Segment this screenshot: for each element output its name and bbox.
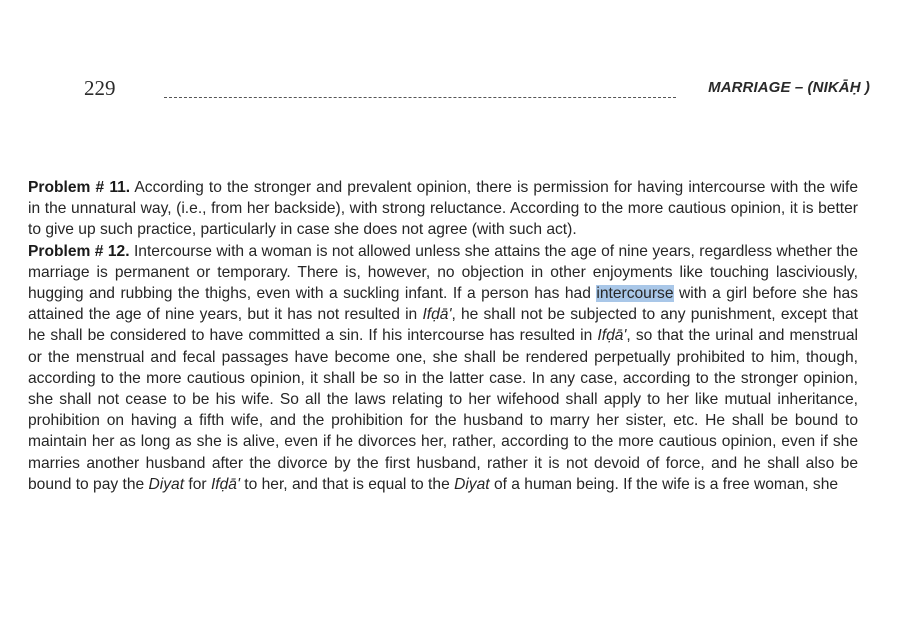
body-text — [28, 177, 858, 495]
italic-term: Ifḍā' — [422, 306, 452, 324]
italic-term: Ifḍā' — [597, 327, 627, 345]
problem-label: Problem # 11. — [28, 179, 131, 196]
selected-text-highlight[interactable]: intercourse — [596, 285, 674, 303]
problem-label: Problem # 12. — [28, 242, 130, 260]
italic-term: Diyat — [454, 475, 490, 493]
problem-text: for — [184, 475, 211, 493]
italic-term: Ifḍā' — [210, 475, 240, 493]
problem-text: Intercourse with a woman is not allowed unless she attains the age of nine years, regardless whether the marriage is permanent or temporary. There is, however, no objection in other enjoyments like touching lasciviously, hugging and rubbing the thighs, even with a suckling infant. If a person has had — [28, 242, 859, 303]
problem-text: , so that the urinal and menstrual or the menstrual and fecal passages have become one, she shall be rendered perpetually prohibited to him, though, according to the more cautious opinion, it shall be so in the latter case. In any case, according to the stronger opinion, she shall not cease to be his wife. So all the laws relating to her wifehood shall apply to her like mutual inheritance, prohibition on having a fifth wife, and the prohibition for the husband to marry her sister, etc. He shall be bound to maintain her as long as she is alive, even if he divorces her, rather, according to the more cautious opinion, even if she marries another husband after the divorce by the first husband, rather it is not devoid of force, and he shall also be bound to pay the — [28, 327, 858, 493]
italic-term: Diyat — [148, 475, 185, 493]
problem-text: , he shall not be subjected to any punishment, except that he shall be considered to have committed a sin. If his intercourse has resulted in — [28, 306, 858, 345]
problem-text: According to the stronger and prevalent opinion, there is permission for having intercourse with the wife in the unnatural way, (i.e., from her backside), with strong reluctance. According to the more cautious opinion, it is better to give up such practice, particularly in case she does not agree (with such act). — [28, 179, 858, 239]
chapter-title: MARRIAGE – (NIKĀḤ ) — [708, 79, 870, 96]
problem-text: of a human being. If the wife is a free woman, she — [489, 475, 839, 493]
problem-text: with a girl before she has attained the age of nine years, but it has not resulted in — [28, 285, 858, 324]
page-number: 229 — [84, 76, 116, 100]
header-rule — [164, 97, 676, 98]
problem-12 — [28, 241, 858, 495]
problem-11 — [28, 177, 858, 241]
problem-text: to her, and that is equal to the — [239, 475, 455, 493]
